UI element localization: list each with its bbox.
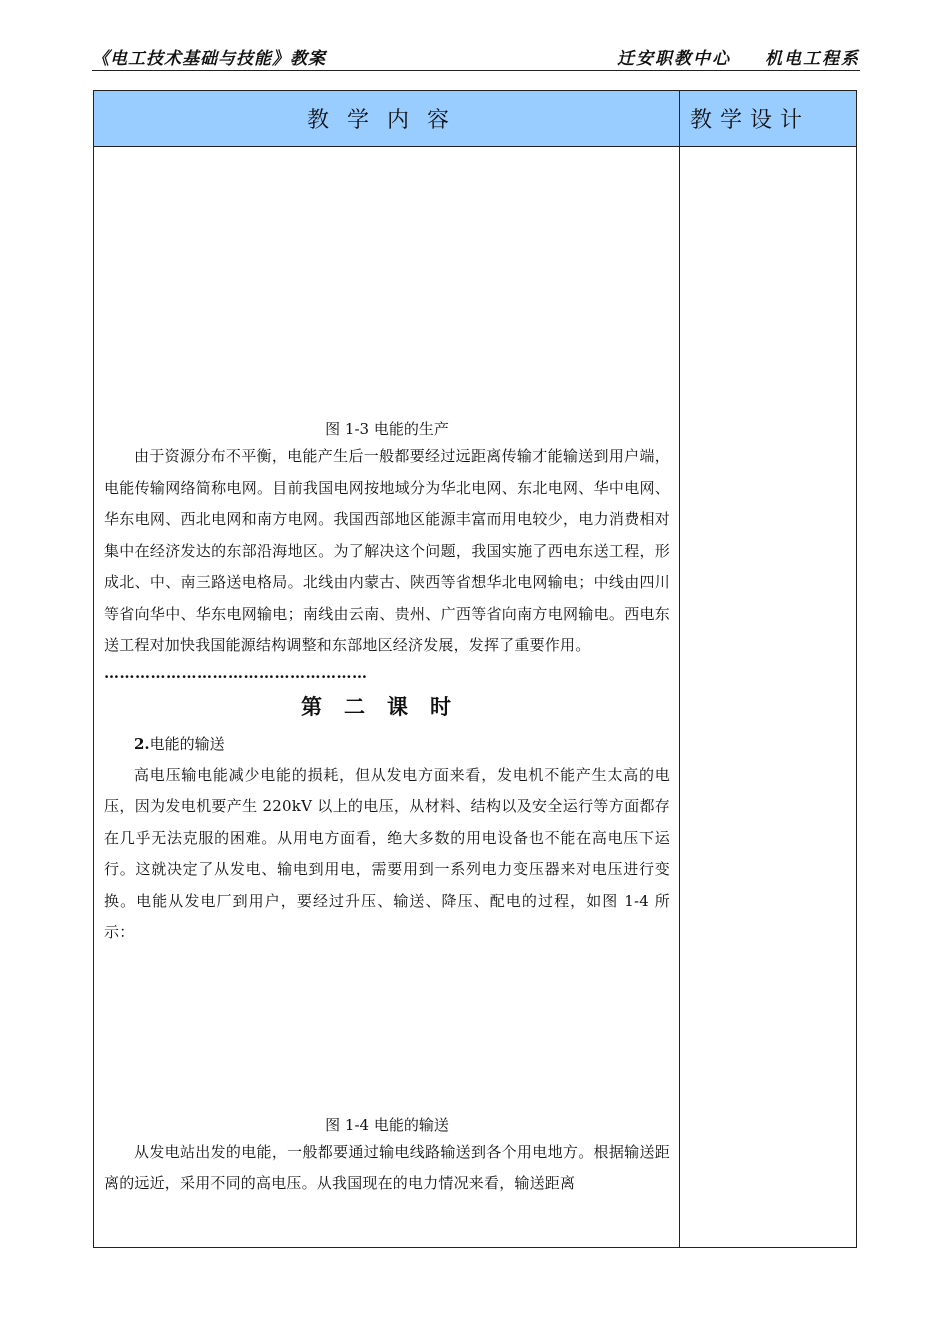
school-name: 迁安职教中心 (617, 49, 731, 69)
dotted-separator: …………………………………………… (104, 663, 368, 682)
department-name: 机电工程系 (765, 49, 860, 69)
lesson-period-title: 第二课时 (301, 694, 473, 719)
teaching-content-cell (104, 147, 670, 1200)
column-divider (679, 91, 680, 1247)
paragraph-power-transmission: 高电压输电能减少电能的损耗，但从发电方面来看，发电机不能产生太高的电压，因为发电机要产生 220kV 以上的电压，从材料、结构以及安全运行等方面都存在几乎无法克服的困难。从用电方面看，绝大多数的用电设备也不能在高电压下运行。这就决定了从发电、输电到用电，需要用到一系列电力变压器来对电压进行变换。电能从发电厂到用户，要经过升压、输送、降压、配电的过程，如图 1-4 所示： (104, 765, 670, 941)
header-organization (617, 44, 860, 69)
figure-1-4-image-area (104, 949, 670, 1115)
figure-1-3-caption: 图 1-3 电能的生产 (325, 420, 449, 438)
paragraph-transmission-distance: 从发电站出发的电能，一般都要通过输电线路输送到各个用电地方。根据输送距离的远近，采用不同的高电压。从我国现在的电力情况来看，输送距离 (104, 1142, 670, 1192)
column-header-teaching-design: 教学设计 (680, 91, 856, 147)
section-title-text: 电能的输送 (149, 734, 225, 753)
section-number: 2. (134, 734, 150, 753)
paragraph-power-grid: 由于资源分布不平衡，电能产生后一般都要经过远距离传输才能输送到用户端，电能传输网络简称电网。目前我国电网按地域分为华北电网、东北电网、华中电网、华东电网、西北电网和南方电网。我国西部地区能源丰富而用电较少，电力消费相对集中在经济发达的东部沿海地区。为了解决这个问题，我国实施了西电东送工程，形成北、中、南三路送电格局。北线由内蒙古、陕西等省想华北电网输电；中线由四川等省向华中、华东电网输电；南线由云南、贵州、广西等省向南方电网输电。西电东送工程对加快我国能源结构调整和东部地区经济发展，发挥了重要作用。 (104, 447, 670, 654)
section-heading (104, 730, 670, 758)
figure-1-4-caption: 图 1-4 电能的输送 (325, 1115, 449, 1134)
page-header (92, 42, 860, 71)
column-header-teaching-content: 教学内容 (94, 91, 680, 147)
figure-1-3-image-area (104, 147, 670, 419)
lesson-plan-table (93, 90, 857, 1248)
document-title: 《电工技术基础与技能》教案 (92, 49, 326, 69)
